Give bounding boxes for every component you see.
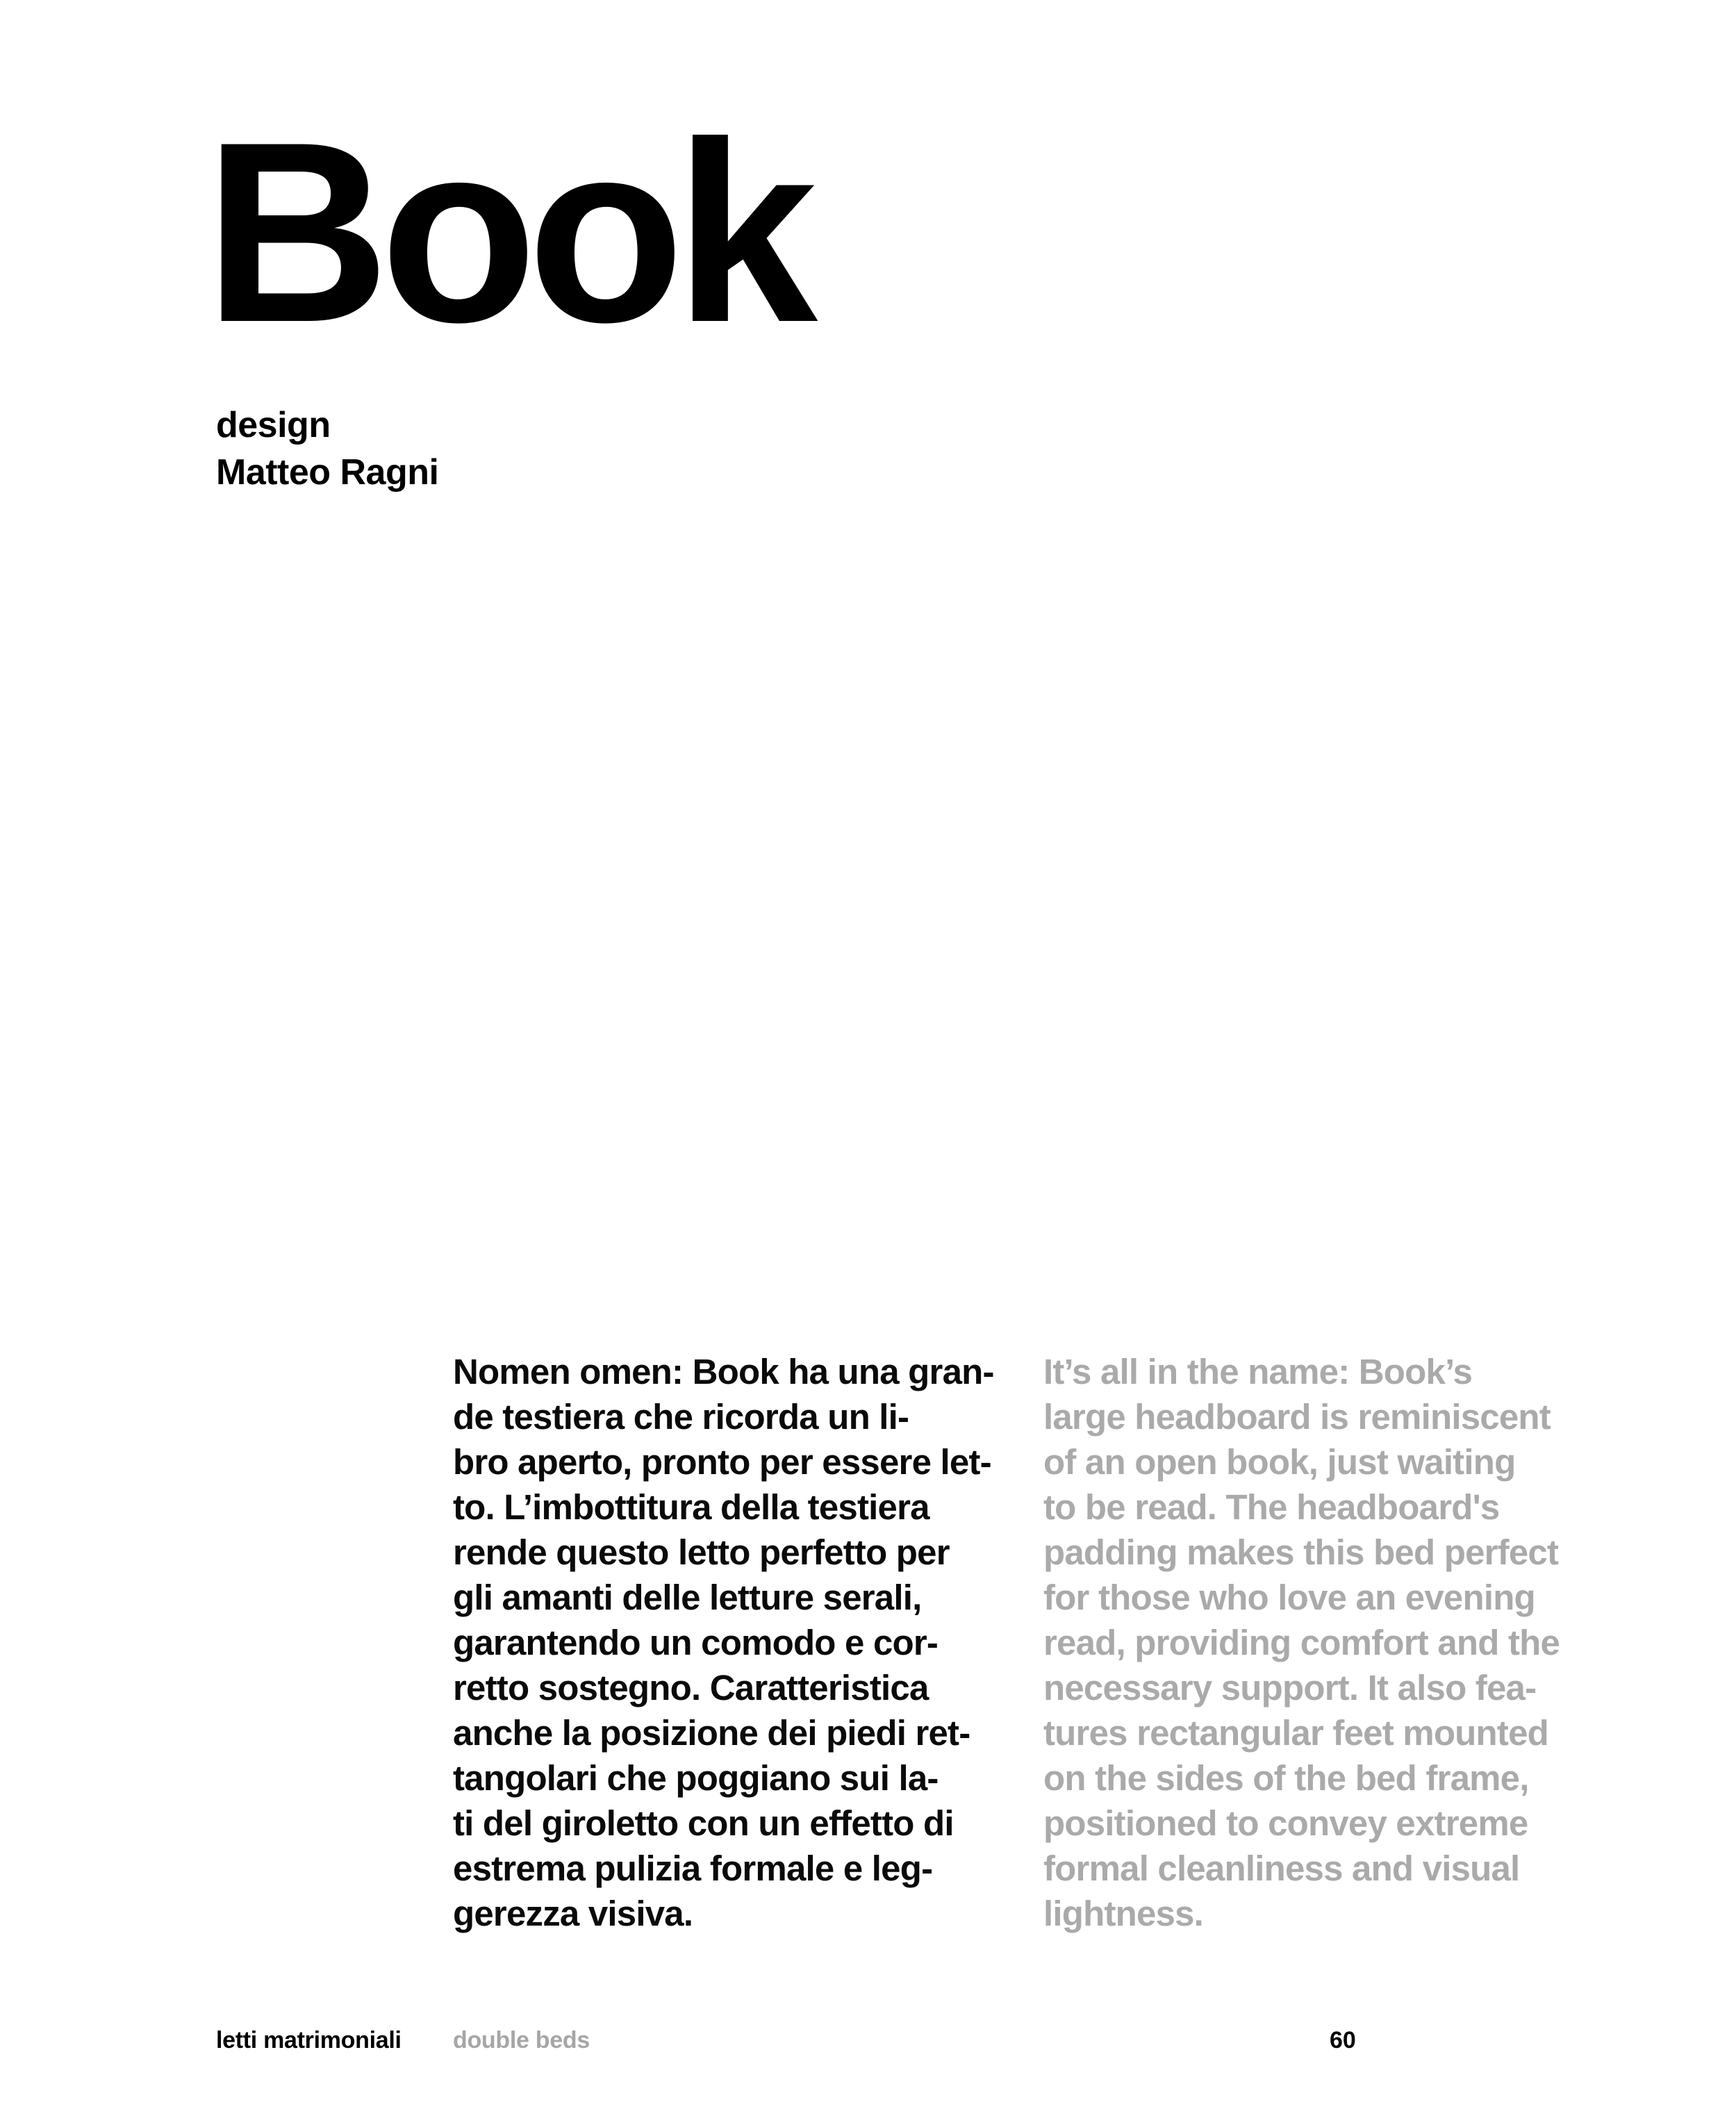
page-title: Book [204,89,808,376]
footer-section-english: double beds [453,2027,590,2053]
description-line: retto sostegno. Caratteristica [453,1668,929,1708]
description-line: garantendo un comodo e cor- [453,1623,939,1662]
description-line: Nomen omen: Book ha una gran- [453,1352,994,1391]
description-line: anche la posizione dei piedi ret- [453,1713,970,1753]
design-credit [216,402,438,496]
description-line: on the sides of the bed frame, [1043,1758,1529,1798]
description-line: for those who love an evening [1043,1578,1535,1617]
description-line: estrema pulizia formale e leg- [453,1849,933,1888]
credit-label: design [216,405,331,445]
description-english [1043,1349,1620,1936]
description-line: necessary support. It also fea- [1043,1668,1537,1708]
description-line: rende questo letto perfetto per [453,1532,950,1572]
description-italian [453,1349,1009,1936]
description-line: ti del giroletto con un effetto di [453,1803,954,1843]
description-line: read, providing comfort and the [1043,1623,1560,1662]
description-line: gerezza visiva. [453,1894,693,1933]
description-line: to. L’imbottitura della testiera [453,1487,929,1527]
description-line: bro aperto, pronto per essere let- [453,1442,991,1482]
description-line: de testiera che ricorda un li- [453,1397,909,1437]
description-line: padding makes this bed perfect [1043,1532,1559,1572]
footer-section-italian: letti matrimoniali [216,2027,402,2053]
description-line: lightness. [1043,1894,1204,1933]
description-line: to be read. The headboard's [1043,1487,1500,1527]
description-line: It’s all in the name: Book’s [1043,1352,1473,1391]
page-number: 60 [1330,2027,1356,2053]
description-line: positioned to convey extreme [1043,1803,1528,1843]
description-line: tangolari che poggiano sui la- [453,1758,939,1798]
description-line: large headboard is reminiscent [1043,1397,1551,1437]
description-line: formal cleanliness and visual [1043,1849,1520,1888]
designer-name: Matteo Ragni [216,452,439,493]
description-line: of an open book, just waiting [1043,1442,1516,1482]
description-line: gli amanti delle letture serali, [453,1578,922,1617]
description-line: tures rectangular feet mounted [1043,1713,1548,1753]
